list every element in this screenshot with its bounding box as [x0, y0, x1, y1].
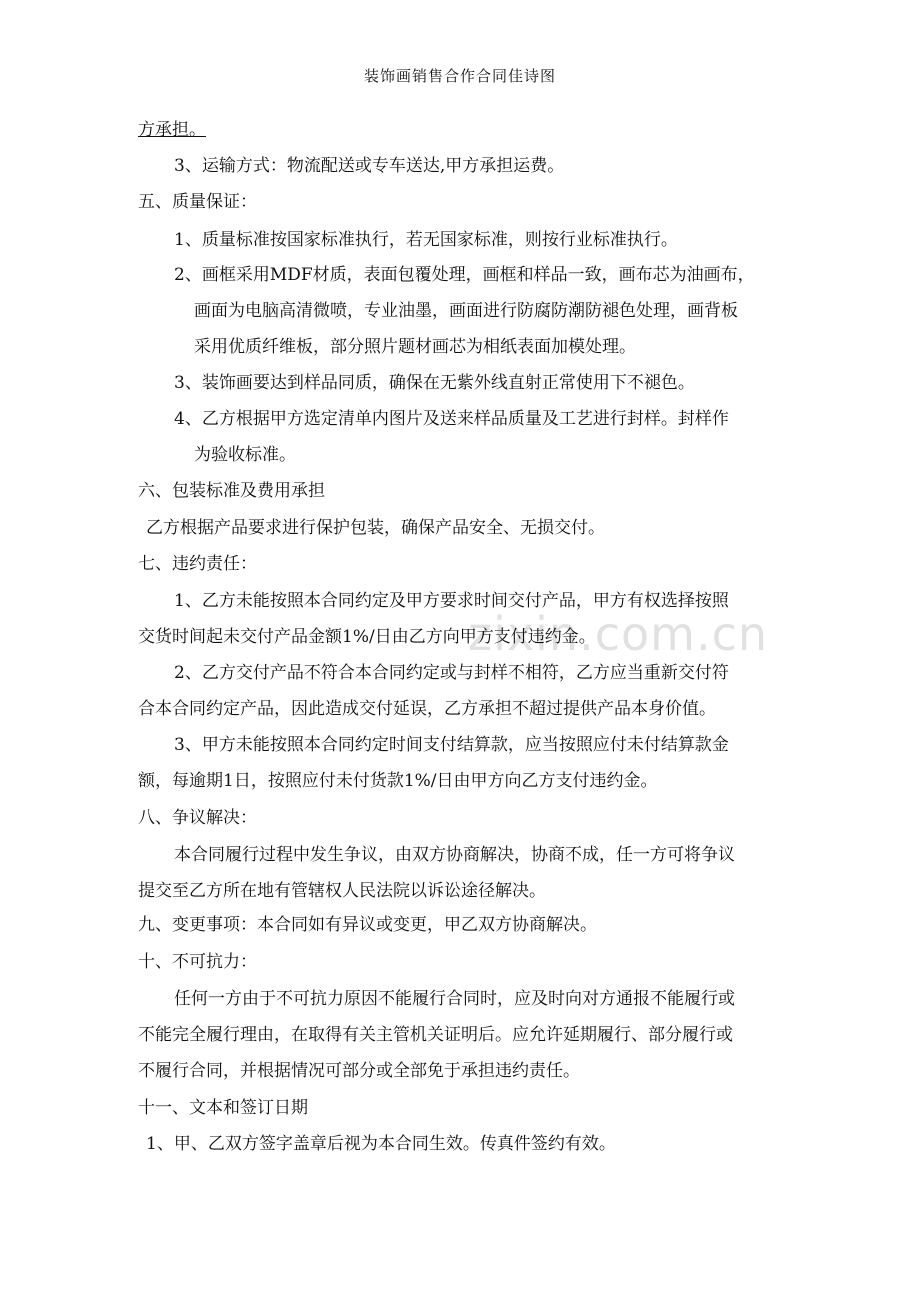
section-heading-changes: 九、变更事项：本合同如有异议或变更，甲乙双方协商解决。	[138, 915, 597, 935]
clause-dispute: 本合同履行过程中发生争议，由双方协商解决，协商不成，任一方可将争议	[174, 845, 735, 865]
page-header-title: 装饰画销售合作合同佳诗图	[363, 67, 556, 85]
clause-liability-1: 1、乙方未能按照本合同约定及甲方要求时间交付产品，甲方有权选择按照	[174, 591, 729, 611]
watermark-text: zixin.com.cn	[468, 607, 769, 661]
clause-liability-2-cont: 合本合同约定产品，因此造成交付延误，乙方承担不超过提供产品本身价值。	[138, 699, 716, 719]
section-heading-liability: 七、违约责任：	[138, 554, 257, 574]
clause-quality-2: 2、画框采用MDF材质，表面包覆处理，画框和样品一致，画布芯为油画布，	[174, 265, 755, 285]
section-heading-force-majeure: 十、不可抗力：	[138, 952, 257, 972]
clause-liability-1-cont: 交货时间起未交付产品金额1%/日由乙方向甲方支付违约金。	[138, 627, 596, 647]
clause-liability-2: 2、乙方交付产品不符合本合同约定或与封样不相符，乙方应当重新交付符	[174, 663, 729, 683]
clause-transport: 3、运输方式：物流配送或专车送达,甲方承担运费。	[174, 156, 565, 176]
clause-force-majeure-cont-2: 不履行合同，并根据情况可部分或全部免于承担违约责任。	[138, 1061, 580, 1081]
clause-quality-1: 1、质量标准按国家标准执行，若无国家标准，则按行业标准执行。	[174, 230, 678, 250]
clause-quality-4: 4、乙方根据甲方选定清单内图片及送来样品质量及工艺进行封样。封样作	[174, 409, 729, 429]
clause-liability-3-cont: 额，每逾期1日，按照应付未付货款1%/日由甲方向乙方支付违约金。	[138, 771, 658, 791]
clause-force-majeure-cont-1: 不能完全履行理由，在取得有关主管机关证明后。应允许延期履行、部分履行或	[138, 1025, 733, 1045]
clause-text-and-date-1: 1、甲、乙双方签字盖章后视为本合同生效。传真件签约有效。	[146, 1134, 616, 1154]
clause-quality-2-cont-1: 画面为电脑高清微喷，专业油墨，画面进行防腐防潮防褪色处理，画背板	[194, 301, 738, 321]
clause-quality-4-cont: 为验收标准。	[194, 445, 296, 465]
clause-liability-3: 3、甲方未能按照本合同约定时间支付结算款，应当按照应付未付结算款金	[174, 735, 729, 755]
clause-dispute-cont: 提交至乙方所在地有管辖权人民法院以诉讼途径解决。	[138, 881, 546, 901]
section-heading-dispute: 八、争议解决：	[138, 808, 257, 828]
clause-quality-2-cont-2: 采用优质纤维板，部分照片题材画芯为相纸表面加模处理。	[194, 337, 636, 357]
clause-packaging: 乙方根据产品要求进行保护包装，确保产品安全、无损交付。	[146, 518, 605, 538]
clause-force-majeure: 任何一方由于不可抗力原因不能履行合同时，应及时向对方通报不能履行或	[174, 989, 735, 1009]
section-heading-text-and-date: 十一、文本和签订日期	[138, 1098, 308, 1118]
clause-quality-3: 3、装饰画要达到样品同质，确保在无紫外线直射正常使用下不褪色。	[174, 373, 695, 393]
line-continuation: 方承担。	[138, 120, 206, 140]
section-heading-packaging: 六、包装标准及费用承担	[138, 481, 325, 501]
section-heading-quality: 五、质量保证：	[138, 192, 257, 212]
